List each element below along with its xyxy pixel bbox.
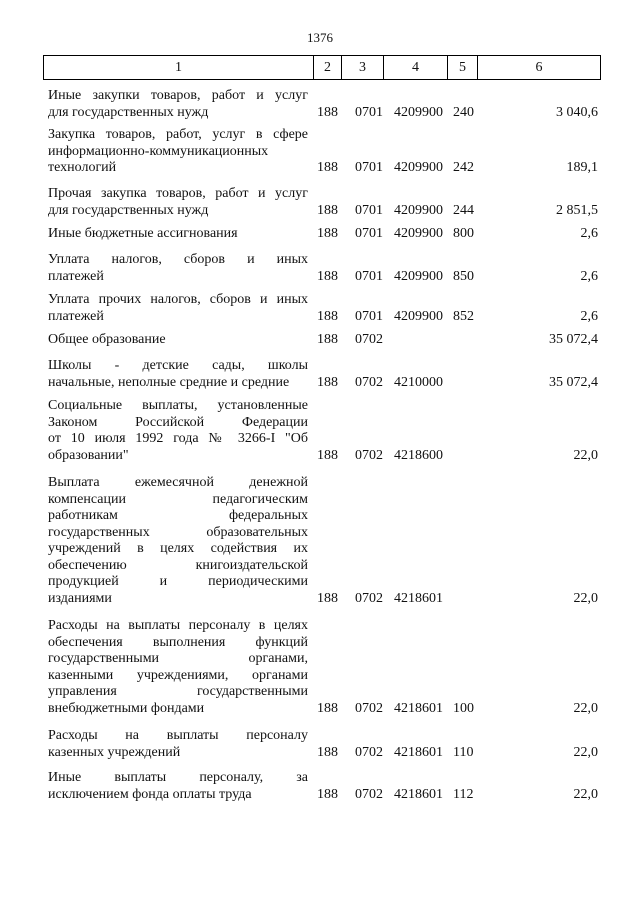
row-section-code: 0702 — [355, 374, 383, 390]
row-description-line: Школы - детские сады, школы — [48, 358, 308, 373]
row-amount: 22,0 — [573, 744, 598, 760]
row-amount: 22,0 — [573, 786, 598, 802]
table-row — [0, 358, 640, 391]
row-description-line: казенными учреждениями, органами — [48, 667, 308, 683]
row-amount: 189,1 — [566, 160, 598, 175]
row-description-line: Прочая закупка товаров, работ и услуг — [48, 186, 308, 201]
row-expense-type-code: 244 — [453, 202, 474, 218]
row-description-line: изданиями — [48, 590, 112, 606]
row-target-article-code: 4209900 — [394, 104, 443, 120]
row-target-article-code: 4218601 — [394, 700, 443, 716]
row-description-line: информационно-коммуникационных — [48, 143, 269, 159]
row-description — [48, 332, 308, 349]
row-description-line: государственными органами, — [48, 651, 308, 666]
row-description-line: Иные закупки товаров, работ и услуг — [48, 88, 308, 103]
row-amount: 22,0 — [573, 700, 598, 716]
row-expense-type-code: 850 — [453, 268, 474, 284]
row-description-line: для государственных нужд — [48, 104, 209, 120]
row-description — [48, 475, 308, 607]
table-row — [0, 252, 640, 285]
row-ministry-code: 188 — [317, 268, 338, 284]
row-section-code: 0702 — [355, 447, 383, 463]
row-description-line: обеспечению книгоиздательской — [48, 557, 308, 573]
row-expense-type-code: 852 — [453, 308, 474, 324]
column-header-table — [43, 55, 601, 80]
row-amount: 2,6 — [580, 268, 598, 284]
row-section-code: 0702 — [355, 590, 383, 606]
row-ministry-code: 188 — [317, 332, 338, 347]
column-header-6: 6 — [478, 56, 601, 80]
row-target-article-code: 4209900 — [394, 160, 443, 175]
row-ministry-code: 188 — [317, 202, 338, 218]
row-description — [48, 770, 308, 803]
row-ministry-code: 188 — [317, 226, 338, 241]
row-expense-type-code: 800 — [453, 226, 474, 241]
row-description-line: Социальные выплаты, установленные — [48, 398, 308, 413]
row-description — [48, 88, 308, 121]
row-amount: 3 040,6 — [556, 104, 598, 120]
row-target-article-code: 4218601 — [394, 744, 443, 760]
table-row — [0, 770, 640, 803]
row-target-article-code: 4210000 — [394, 374, 443, 390]
row-description — [48, 398, 308, 464]
column-header-5: 5 — [448, 56, 478, 80]
row-ministry-code: 188 — [317, 786, 338, 802]
column-header-3: 3 — [342, 56, 384, 80]
row-expense-type-code: 110 — [453, 744, 474, 760]
row-description-line: управления государственными — [48, 684, 308, 699]
row-target-article-code: 4209900 — [394, 308, 443, 324]
table-row — [0, 618, 640, 717]
row-amount: 2,6 — [580, 308, 598, 324]
row-description-line: Расходы на выплаты персоналу в целях — [48, 618, 308, 633]
row-section-code: 0701 — [355, 160, 383, 175]
row-amount: 22,0 — [573, 590, 598, 606]
row-description-line: для государственных нужд — [48, 202, 209, 218]
row-ministry-code: 188 — [317, 160, 338, 175]
row-description — [48, 618, 308, 717]
row-description-line: Иные выплаты персоналу, за — [48, 770, 308, 785]
table-row — [0, 398, 640, 464]
row-description-line: внебюджетными фондами — [48, 700, 205, 716]
row-ministry-code: 188 — [317, 700, 338, 716]
column-header-2: 2 — [314, 56, 342, 80]
table-row — [0, 186, 640, 219]
row-description — [48, 226, 308, 243]
row-description-line: от 10 июля 1992 года № 3266-I "Об — [48, 431, 308, 446]
row-description-line: платежей — [48, 308, 104, 324]
column-header-row — [44, 56, 601, 80]
row-section-code: 0701 — [355, 268, 383, 284]
row-description-line: Расходы на выплаты персоналу — [48, 728, 308, 743]
row-description — [48, 186, 308, 219]
row-description-line: продукцией и периодическими — [48, 574, 308, 589]
row-expense-type-code: 242 — [453, 160, 474, 175]
column-header-4: 4 — [384, 56, 448, 80]
row-description — [48, 252, 308, 285]
row-expense-type-code: 100 — [453, 700, 474, 716]
row-description-line: платежей — [48, 268, 104, 284]
row-description-line: Закупка товаров, работ, услуг в сфере — [48, 127, 308, 142]
row-expense-type-code: 112 — [453, 786, 474, 802]
row-description-line: образовании" — [48, 447, 129, 463]
row-amount: 35 072,4 — [549, 374, 598, 390]
row-description — [48, 728, 308, 761]
row-amount: 22,0 — [573, 447, 598, 463]
row-section-code: 0701 — [355, 308, 383, 324]
row-amount: 2,6 — [580, 226, 598, 241]
row-description-line: начальные, неполные средние и средние — [48, 374, 290, 390]
row-description-line: работникам федеральных — [48, 508, 308, 523]
row-description — [48, 127, 308, 177]
row-target-article-code: 4218601 — [394, 786, 443, 802]
row-description — [48, 358, 308, 391]
row-section-code: 0702 — [355, 786, 383, 802]
row-description-line: Иные бюджетные ассигнования — [48, 226, 238, 241]
row-ministry-code: 188 — [317, 104, 338, 120]
row-section-code: 0702 — [355, 700, 383, 716]
table-row — [0, 127, 640, 177]
row-description-line: учреждений в целях содействия их — [48, 541, 308, 556]
row-amount: 2 851,5 — [556, 202, 598, 218]
table-row — [0, 332, 640, 349]
table-row — [0, 728, 640, 761]
row-section-code: 0702 — [355, 332, 383, 347]
row-ministry-code: 188 — [317, 374, 338, 390]
row-section-code: 0702 — [355, 744, 383, 760]
row-description-line: Уплата налогов, сборов и иных — [48, 252, 308, 267]
row-target-article-code: 4218600 — [394, 447, 443, 463]
row-target-article-code: 4209900 — [394, 226, 443, 241]
row-target-article-code: 4209900 — [394, 202, 443, 218]
row-target-article-code: 4218601 — [394, 590, 443, 606]
table-row — [0, 475, 640, 607]
row-description-line: Законом Российской Федерации — [48, 414, 308, 430]
row-amount: 35 072,4 — [549, 332, 598, 347]
row-ministry-code: 188 — [317, 447, 338, 463]
row-ministry-code: 188 — [317, 744, 338, 760]
table-row — [0, 226, 640, 243]
row-description — [48, 292, 308, 325]
table-row — [0, 292, 640, 325]
row-description-line: Общее образование — [48, 332, 166, 347]
row-ministry-code: 188 — [317, 590, 338, 606]
row-description-line: технологий — [48, 160, 117, 175]
page-number: 1376 — [307, 30, 333, 45]
row-description-line: компенсации педагогическим — [48, 491, 308, 507]
row-description-line: обеспечения выполнения функций — [48, 634, 308, 650]
row-description-line: исключением фонда оплаты труда — [48, 786, 252, 802]
row-section-code: 0701 — [355, 104, 383, 120]
row-description-line: казенных учреждений — [48, 744, 181, 760]
row-description-line: государственных образовательных — [48, 524, 308, 540]
table-row — [0, 88, 640, 121]
row-target-article-code: 4209900 — [394, 268, 443, 284]
row-description-line: Уплата прочих налогов, сборов и иных — [48, 292, 308, 307]
row-section-code: 0701 — [355, 202, 383, 218]
row-expense-type-code: 240 — [453, 104, 474, 120]
column-header-1: 1 — [44, 56, 314, 80]
row-description-line: Выплата ежемесячной денежной — [48, 475, 308, 490]
row-ministry-code: 188 — [317, 308, 338, 324]
row-section-code: 0701 — [355, 226, 383, 241]
